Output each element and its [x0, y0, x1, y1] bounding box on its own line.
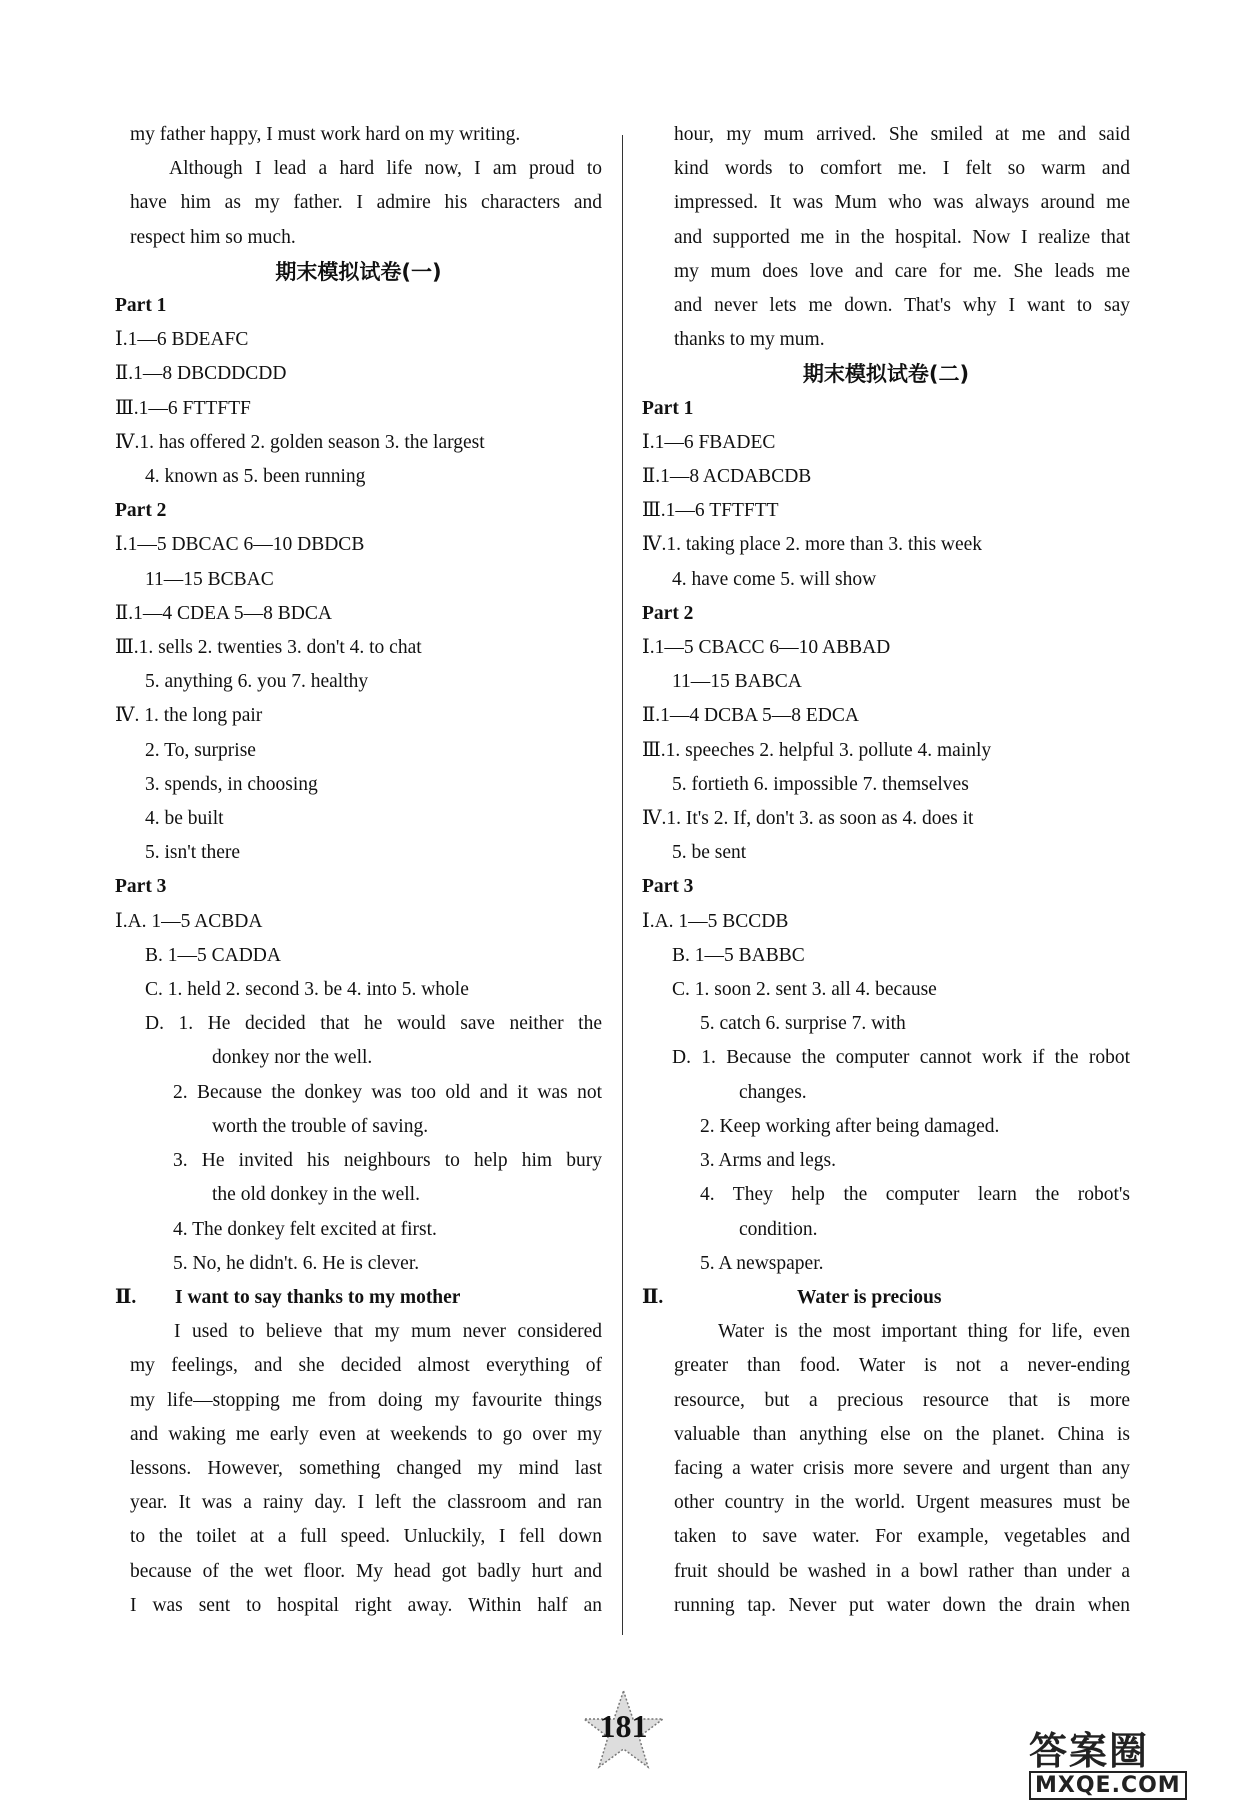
answer-line: Ⅲ.1—6 TFTFTT — [642, 500, 779, 522]
answer-line: Ⅲ.1. sells 2. twenties 3. don't 4. to chat — [115, 637, 422, 659]
answer-line: Ⅰ.1—6 FBADEC — [642, 431, 776, 453]
answer-line: Ⅳ. 1. the long pair — [115, 705, 263, 727]
essay-line: valuable than anything else on the planet. China is — [674, 1423, 1130, 1445]
essay-line: facing a water crisis more severe and urgent than any — [674, 1457, 1130, 1479]
exam-title: 期末模拟试卷(一) — [275, 259, 442, 284]
answer-line: 4. be built — [145, 808, 224, 830]
answer-line: 2. To, surprise — [145, 739, 256, 761]
watermark-top: 答案圈 — [1029, 1729, 1150, 1773]
answer-line: 5. be sent — [672, 842, 747, 864]
essay-line: running tap. Never put water down the drain when — [674, 1594, 1130, 1616]
part-label: Part 1 — [642, 397, 694, 419]
answer-line: 5. A newspaper. — [700, 1252, 824, 1274]
text-line: and never lets me down. That's why I want to say — [674, 295, 1130, 317]
watermark-bottom: MXQE.COM — [1029, 1771, 1187, 1800]
essay-number: Ⅱ. — [642, 1286, 664, 1308]
page-number-text: 181 — [599, 1708, 648, 1744]
answer-line: 5. catch 6. surprise 7. with — [700, 1013, 906, 1035]
answer-line: D. 1. Because the computer cannot work if the robot — [672, 1047, 1130, 1069]
answer-line: 5. No, he didn't. 6. He is clever. — [173, 1252, 420, 1274]
answer-line: 5. anything 6. you 7. healthy — [145, 671, 369, 693]
answer-line: worth the trouble of saving. — [212, 1115, 429, 1137]
answer-line: condition. — [739, 1218, 818, 1240]
answer-line: Ⅳ.1. It's 2. If, don't 3. as soon as 4. does it — [642, 808, 974, 830]
answer-line: Ⅰ.1—6 BDEAFC — [115, 329, 249, 351]
column-divider — [622, 135, 623, 1635]
answer-line: C. 1. soon 2. sent 3. all 4. because — [672, 979, 937, 1001]
part-label: Part 1 — [115, 295, 167, 317]
essay-line: to the toilet at a full speed. Unluckily, I fell down — [130, 1526, 602, 1548]
answer-line: 3. Arms and legs. — [700, 1150, 836, 1172]
text-line: hour, my mum arrived. She smiled at me and said — [674, 124, 1130, 145]
answer-line: 2. Keep working after being damaged. — [700, 1115, 1000, 1137]
essay-line: I used to believe that my mum never considered — [174, 1321, 602, 1343]
answer-line: 3. He invited his neighbours to help him bury — [173, 1150, 602, 1172]
answer-line: Ⅲ.1—6 FTTFTF — [115, 397, 251, 419]
page-number — [581, 1688, 666, 1773]
essay-line: because of the wet floor. My head got badly hurt and — [130, 1560, 602, 1582]
answer-line: donkey nor the well. — [212, 1047, 373, 1069]
essay-line: year. It was a rainy day. I left the classroom and ran — [130, 1492, 602, 1514]
part-label: Part 2 — [642, 602, 694, 624]
answer-line: Ⅳ.1. taking place 2. more than 3. this week — [642, 534, 983, 556]
answer-line: Ⅰ.1—5 CBACC 6—10 ABBAD — [642, 637, 891, 659]
part-label: Part 2 — [115, 500, 167, 522]
answer-line: Ⅳ.1. has offered 2. golden season 3. the largest — [115, 431, 485, 453]
text-line: thanks to my mum. — [674, 329, 825, 351]
text-line: Although I lead a hard life now, I am proud to — [169, 158, 602, 180]
answer-line: 4. have come 5. will show — [672, 568, 877, 590]
essay-title: Water is precious — [797, 1286, 942, 1308]
essay-heading — [115, 1281, 602, 1315]
answer-line: B. 1—5 BABBC — [672, 944, 805, 966]
essay-line: resource, but a precious resource that is more — [674, 1389, 1130, 1411]
text-line: and supported me in the hospital. Now I realize that — [674, 226, 1130, 248]
answer-line: 5. isn't there — [145, 842, 241, 864]
text-line: respect him so much. — [130, 226, 296, 248]
exam-title: 期末模拟试卷(二) — [802, 362, 970, 387]
essay-line: my life—stopping me from doing my favourite things — [130, 1389, 602, 1411]
answer-line: the old donkey in the well. — [212, 1184, 420, 1206]
text-line: my father happy, I must work hard on my writing. — [130, 124, 521, 145]
answer-line: Ⅱ.1—4 CDEA 5—8 BDCA — [115, 602, 332, 624]
part-label: Part 3 — [115, 876, 167, 898]
answer-line: 4. The donkey felt excited at first. — [173, 1218, 437, 1240]
essay-title: I want to say thanks to my mother — [175, 1286, 461, 1308]
answer-line: 3. spends, in choosing — [145, 773, 318, 795]
essay-line: fruit should be washed in a bowl rather than under a — [674, 1560, 1130, 1582]
answer-line: 4. They help the computer learn the robot's — [700, 1184, 1130, 1206]
answer-line: Ⅱ.1—8 DBCDDCDD — [115, 363, 287, 385]
answer-line: 4. known as 5. been running — [145, 466, 366, 488]
answer-line: Ⅱ.1—8 ACDABCDB — [642, 466, 812, 488]
answer-line: Ⅱ.1—4 DCBA 5—8 EDCA — [642, 705, 859, 727]
essay-line: other country in the world. Urgent measures must be — [674, 1492, 1130, 1514]
text-line: kind words to comfort me. I felt so warm and — [674, 158, 1130, 180]
answer-line: Ⅰ.1—5 DBCAC 6—10 DBDCB — [115, 534, 365, 556]
left-column — [115, 118, 602, 1623]
text-line: impressed. It was Mum who was always around me — [674, 192, 1130, 214]
answer-line: 11—15 BABCA — [672, 671, 802, 693]
answer-line: Ⅰ.A. 1—5 ACBDA — [115, 910, 263, 932]
answer-line: B. 1—5 CADDA — [145, 944, 281, 966]
answer-line: D. 1. He decided that he would save neither the — [145, 1013, 602, 1035]
answer-line: Ⅰ.A. 1—5 BCCDB — [642, 910, 789, 932]
right-column — [642, 118, 1130, 1623]
essay-line: greater than food. Water is not a never-ending — [674, 1355, 1130, 1377]
essay-heading — [642, 1281, 1130, 1315]
answer-line: Ⅲ.1. speeches 2. helpful 3. pollute 4. mainly — [642, 739, 992, 761]
answer-line: changes. — [739, 1081, 807, 1103]
part-label: Part 3 — [642, 876, 694, 898]
essay-line: lessons. However, something changed my mind last — [130, 1457, 602, 1479]
essay-line: my feelings, and she decided almost everything of — [130, 1355, 602, 1377]
answer-line: 11—15 BCBAC — [145, 568, 274, 590]
answer-line: 2. Because the donkey was too old and it was not — [173, 1081, 602, 1103]
essay-line: Water is the most important thing for life, even — [718, 1321, 1130, 1343]
text-line: have him as my father. I admire his characters and — [130, 192, 602, 214]
answer-line: 5. fortieth 6. impossible 7. themselves — [672, 773, 969, 795]
essay-line: I was sent to hospital right away. Within half an — [130, 1594, 602, 1616]
text-line: my mum does love and care for me. She leads me — [674, 260, 1130, 282]
essay-number: Ⅱ. — [115, 1286, 137, 1308]
essay-line: and waking me early even at weekends to go over my — [130, 1423, 602, 1445]
answer-line: C. 1. held 2. second 3. be 4. into 5. whole — [145, 979, 469, 1001]
watermark-logo — [1029, 1720, 1229, 1798]
essay-line: taken to save water. For example, vegetables and — [674, 1526, 1130, 1548]
